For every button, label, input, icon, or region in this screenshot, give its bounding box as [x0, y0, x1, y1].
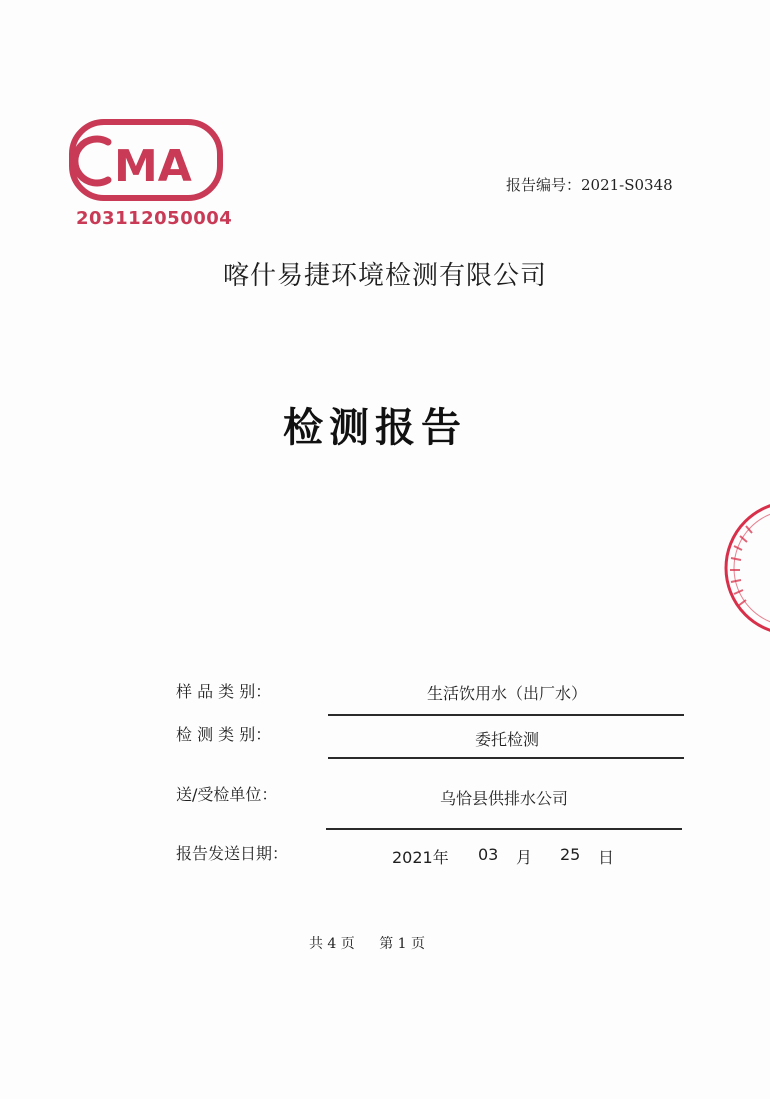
- official-seal: [716, 498, 770, 638]
- page-footer: [0, 933, 734, 953]
- report-date-day: 25: [560, 845, 581, 864]
- test-type-value: 委托检测: [474, 730, 539, 749]
- client-unit-label: 送/受检单位：: [176, 785, 278, 804]
- report-date-month-unit: 月: [516, 848, 533, 867]
- report-date-month: 03: [478, 845, 499, 864]
- sample-category-value: 生活饮用水（出厂水）: [426, 684, 587, 703]
- report-number: 报告编号：2021-S0348: [506, 176, 673, 194]
- sample-category-underline: [328, 714, 684, 716]
- total-pages: 共 4 页: [308, 936, 355, 952]
- current-page: 第 1 页: [379, 936, 426, 952]
- cma-stamp-letters: MA: [114, 141, 192, 192]
- cma-registration-number: 203112050004: [76, 208, 233, 229]
- sample-category-label: 样 品 类 别：: [176, 682, 272, 701]
- client-unit-underline: [326, 828, 682, 830]
- company-name: 喀什易捷环境检测有限公司: [222, 261, 547, 291]
- report-date-day-unit: 日: [598, 848, 615, 867]
- test-type-underline: [328, 757, 684, 759]
- report-date-year: 2021年: [392, 848, 449, 867]
- report-date-label: 报告发送日期：: [176, 844, 289, 863]
- document-title: 检测报告: [283, 405, 467, 451]
- client-unit-value: 乌恰县供排水公司: [439, 789, 568, 808]
- test-type-label: 检 测 类 别：: [176, 725, 272, 744]
